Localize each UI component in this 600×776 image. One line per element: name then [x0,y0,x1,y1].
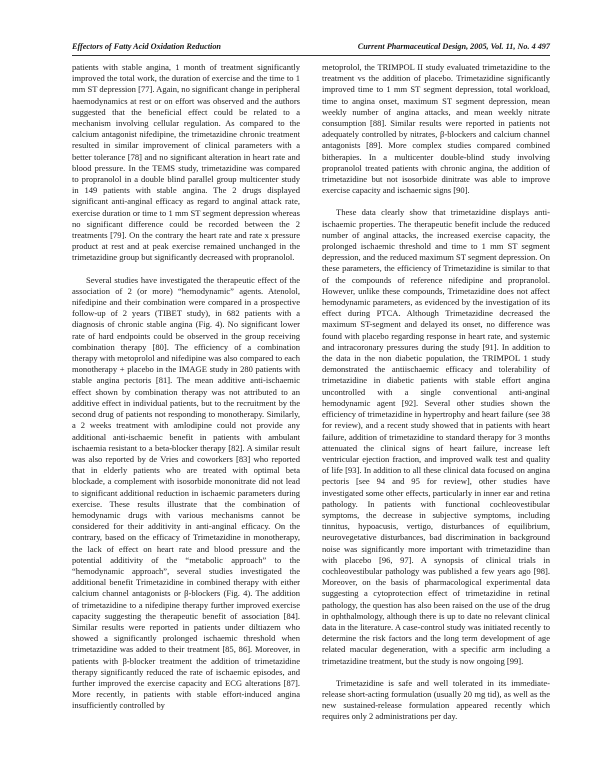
header-journal-citation: Current Pharmaceutical Design, 2005, Vol. 11, No. 4 497 [357,42,550,51]
paragraph: patients with stable angina, 1 month of treatment significantly improved the total work, the duration of exercise and the time to 1 mm ST depression [77]. Again, no significant change in peripheral haemodynamics at rest or on effort was observed and the authors suggested that the beneficial effect could be related to a mechanism involving cellular regulation. As compared to the calcium antagonist nifedipine, the trimetazidine chronic treatment resulted in similar improvement of clinical parameters with a better tolerance [78] and no significant alteration in heart rate and blood pressure. In the TEMS study, trimetazidine was compared to propranolol in a double blind parallel group multicenter study in 149 patients with stable angina. The 2 drugs displayed significant anti-anginal efficacy as regard to anginal attack rate, exercise duration or time to 1 mm ST segment depression whereas no significant difference could be recorded between the 2 treatments [79]. On the contrary the heart rate and rate x pressure product at rest and at peak exercise remained unchanged in the trimetazidine group but significantly decreased with propranolol. [72,62,300,263]
paragraph: metoprolol, the TRIMPOL II study evaluated trimetazidine to the treatment vs the addition of placebo. Trimetazidine significantly improved time to 1 mm ST segment depression, total workload, time to angina onset, maximum ST segment depression, mean weekly number of angina attacks, and mean weekly nitrate consumption [88]. Similar results were reported in patients not adequately controlled by nitrates, β-blockers and calcium channel antagonists [89]. More complex studies compared combined bitherapies. In a multicenter double-blind study involving propranolol treated patients with chronic angina, the addition of trimetazidine but not isosorbide dinitrate was able to improve exercise capacity and ischaemic signs [90]. [322,62,550,196]
right-column [322,62,550,762]
left-column [72,62,300,762]
paragraph: These data clearly show that trimetazidine displays anti-ischaemic properties. The therapeutic benefit include the reduced number of anginal attacks, the increased exercise capacity, the prolonged ischaemic threshold and time to 1 mm ST segment depression, and the reduced maximum ST segment depression. On these parameters, the efficiency of Trimetazidine is similar to that of the compounds of reference nifedipine and propranolol. However, unlike these compounds, Trimetazidine does not affect hemodynamic parameters, as evidenced by the investigation of its effect during PTCA. Although Trimetazidine decreased the maximum ST-segment and delayed its onset, no difference was found with placebo regarding response in heart rate, and systemic and intracoronary pressures during the study [91]. In addition to the data in the non diabetic population, the TRIMPOL 1 study demonstrated the antiischaemic efficacy and tolerability of trimetazidine in diabetic patients with stable effort angina uncontrolled with a single conventional anti-anginal hemodynamic agent [92]. Several other studies shown the efficiency of trimetazidine in hypertrophy and heart failure (see 38 for review), and a recent study showed that in patients with heart failure, addition of trimetazidine to standard therapy for 3 months attenuated the clinical signs of heart failure, increase left ventricular ejection fraction, and improved walk test and quality of life [93]. In addition to all these clinical data focused on angina pectoris [see 94 and 95 for review], other studies have investigated some other effects, particularly in inner ear and retina pathology. In patients with functional cochleovestibular symptoms, the decrease in subjective symptoms, including tinnitus, hypoacusis, vertigo, disturbances of equilibrium, neurovegetative disturbances, bad discrimination in background noise was significantly more important with trimetazidine than with placebo [96, 97]. A synopsis of clinical trials in cochleovestibular pathology was published a few years ago [98]. Moreover, on the basis of pharmacological experimental data suggesting a cytoprotection effect of trimetazidine in retinal pathology, the question has also been raised on the use of the drug in ophthalmology, although there is up to date no relevant clinical data in the literature. A case-control study was initiated recently to determine the risk factors and the long term development of age related macular degeneration, with a specific arm including a trimetazidine treatment, but the study is now ongoing [99]. [322,207,550,666]
header-article-title: Effectors of Fatty Acid Oxidation Reduction [72,42,221,51]
header-rule [72,55,550,56]
paragraph: Several studies have investigated the therapeutic effect of the association of 2 (or more) “hemodynamic” agents. Atenolol, nifedipine and their combination were compared in a prospective follow-up of 2 years (TIBET study), in 682 patients with a diagnosis of chronic stable angina (Fig. 4). No significant lower rate of hard endpoints could be observed in the group receiving combination therapy [80]. The efficiency of a combination therapy with metoprolol and nifedipine was also compared to each monotherapy + placebo in the IMAGE study in 280 patients with stable angina pectoris [81]. The mean additive anti-ischaemic effect shown by combination therapy was not attributed to an additive effect in individual patients, but to the recruitment by the second drug of patients not responding to monotherapy. Similarly, a 2 weeks treatment with amlodipine could not provide any additional anti-ischaemic benefit in patients with ambulant ischaemia resistant to a beta-blocker therapy [82]. A similar result was also reported by de Vries and coworkers [83] who reported that in elderly patients who are treated with optimal beta blockade, a complement with isosorbide mononitrate did not lead to significant additional reduction in ischaemic parameters during exercise. These results illustrate that the combination of hemodynamic drugs with various mechanisms cannot be considered for their additivity in anti-anginal efficacy. On the contrary, based on the efficacy of Trimetazidine in monotherapy, the lack of effect on heart rate and blood pressure and the potential additivity of the “metabolic approach” to the “hemodynamic approach”, several studies investigated the additional benefit Trimetazidine in combined therapy with either calcium channel antagonists or β-blockers (Fig. 4). The addition of trimetazidine to a nifedipine therapy further improved exercise capacity suggesting the therapeutic benefit of association [84]. Similar results were reported in patients under diltiazem who showed a significantly prolonged ischaemic threshold when trimetazidine was added to their treatment [85, 86]. Moreover, in patients with β-blocker treatment the addition of trimetazidine therapy significantly reduced the rate of ischaemic episodes, and further improved the exercise capacity and ECG alterations [87]. More recently, in patients with stable effort-induced angina insufficiently controlled by [72,274,300,711]
running-header [72,42,550,54]
paragraph: Trimetazidine is safe and well tolerated in its immediate-release short-acting formulation (usually 20 mg tid), as well as the new sustained-release formulation appeared recently which requires only 2 administrations per day. [322,677,550,722]
